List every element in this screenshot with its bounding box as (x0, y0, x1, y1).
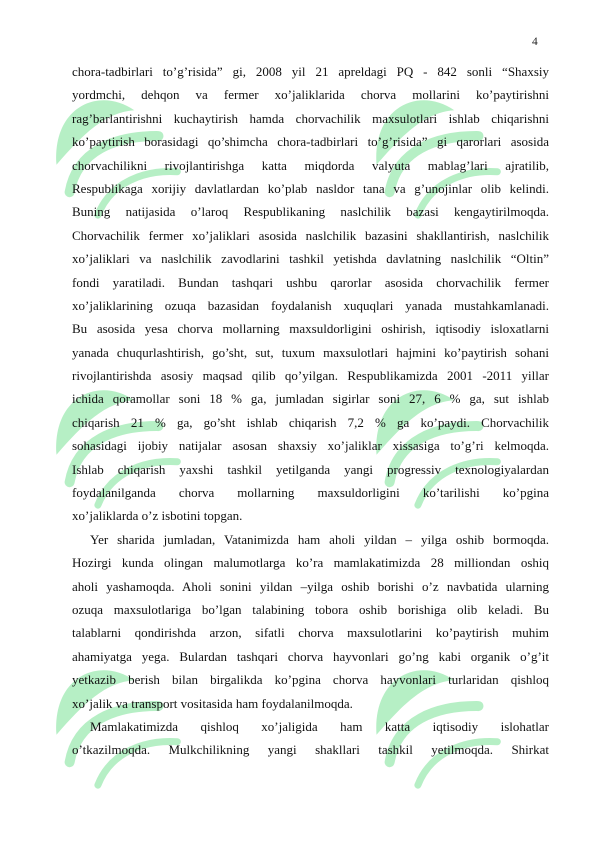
text-line: chorvachilikni rivojlantirishga katta miqdorda valyuta mablag’lari ajratilib, (72, 157, 549, 173)
text-line: xo’jaliklari va naslchilik zavodlarini tashkil yetishda davlatning naslchilik “Oltin” (72, 251, 549, 267)
paragraph (72, 528, 549, 715)
text-line: Yer sharida jumladan, Vatanimizda ham aholi yildan – yilga oshib bormoqda. (90, 531, 549, 547)
text-line: Mamlakatimizda qishloq xo’jaligida ham katta iqtisodiy islohatlar (90, 718, 549, 734)
page-number: 4 (532, 36, 538, 48)
text-line: ozuqa maxsulotlariga bo’lgan talabining tobora oshib borishiga olib keladi. Bu (72, 601, 549, 617)
text-line: ahamiyatga yega. Bulardan tashqari chorva hayvonlari go’ng kabi organik o’g’it (72, 648, 549, 664)
text-line: rivojlantirishda asosiy maqsad qilib qo’yilgan. Respublikamizda 2001 -2011 yillar (72, 368, 549, 384)
text-line: Chorvachilik fermer xo’jaliklari asosida naslchilik bazasini shakllantirish, naslchilik (72, 227, 549, 243)
paragraph (72, 715, 549, 762)
text-line: chora-tadbirlari to’g’risida” gi, 2008 yil 21 apreldagi PQ - 842 sonli “Shaxsiy (72, 64, 549, 79)
text-line: ichida qoramollar soni 18 % ga, jumladan sigirlar soni 27, 6 % ga, sut ishlab (72, 391, 549, 407)
text-line: Ishlab chiqarish yaxshi tashkil yetilganda yangi progressiv texnologiyalardan (72, 461, 549, 477)
text-line: xo’jalik va transport vositasida ham foydalanilmoqda. (72, 695, 353, 711)
text-line: Respublikaga xorijiy davlatlardan ko’plab nasldor tana va g’unojinlar olib kelindi. (72, 180, 549, 196)
paragraph (72, 60, 549, 528)
text-line: yetkazib berish bilan birgalikda ko’pgina chorva hayvonlari turlaridan qishloq (72, 672, 549, 688)
text-line: sohasidagi ijobiy natijalar asosan shaxsiy xo’jaliklar xissasiga to’g’ri kelmoqda. (72, 438, 549, 454)
text-line: Hozirgi kunda olingan malumotlarga ko’ra mamlakatimizda 28 milliondan oshiq (72, 555, 549, 571)
text-line: xo’jaliklarining ozuqa bazasidan foydalanish xuquqlari yanada mustahkamlanadi. (72, 297, 549, 313)
text-line: fondi yaratiladi. Bundan tashqari ushbu qarorlar asosida chorvachilik fermer (72, 274, 549, 290)
text-line: aholi yashamoqda. Aholi sonini yildan –yilga oshib borishi o’z navbatida ularning (72, 578, 549, 594)
document-body (72, 60, 549, 762)
text-line: talablarni qondirishda arzon, sifatli chorva maxsulotlarini ko’paytirish muhim (72, 625, 549, 641)
text-line: rag’barlantirishni kuchaytirish hamda chorvachilik maxsulotlari ishlab chiqarishni (72, 110, 549, 126)
text-line: yordmchi, dehqon va fermer xo’jaliklarida chorva mollarini ko’paytirishni (72, 87, 549, 103)
text-line: ko’paytirish borasidagi qo’shimcha chora-tadbirlari to’g’risida” gi qarorlari asosida (72, 134, 549, 150)
text-line: Buning natijasida o’laroq Respublikaning naslchilik bazasi kengaytirilmoqda. (72, 204, 549, 220)
text-line: Bu asosida yesa chorva mollarning maxsuldorligini oshirish, iqtisodiy isloxatlarni (72, 321, 549, 337)
text-line: xo’jaliklarda o’z isbotini topgan. (72, 508, 243, 524)
text-line: foydalanilganda chorva mollarning maxsuldorligini ko’tarilishi ko’pgina (72, 485, 549, 501)
text-line: chiqarish 21 % ga, go’sht ishlab chiqarish 7,2 % ga ko’paydi. Chorvachilik (72, 414, 549, 430)
text-line: yanada chuqurlashtirish, go’sht, sut, tuxum maxsulotlari hajmini ko’paytirish sohani (72, 344, 549, 360)
text-line: o’tkazilmoqda. Mulkchilikning yangi shakllari tashkil yetilmoqda. Shirkat (72, 742, 549, 758)
